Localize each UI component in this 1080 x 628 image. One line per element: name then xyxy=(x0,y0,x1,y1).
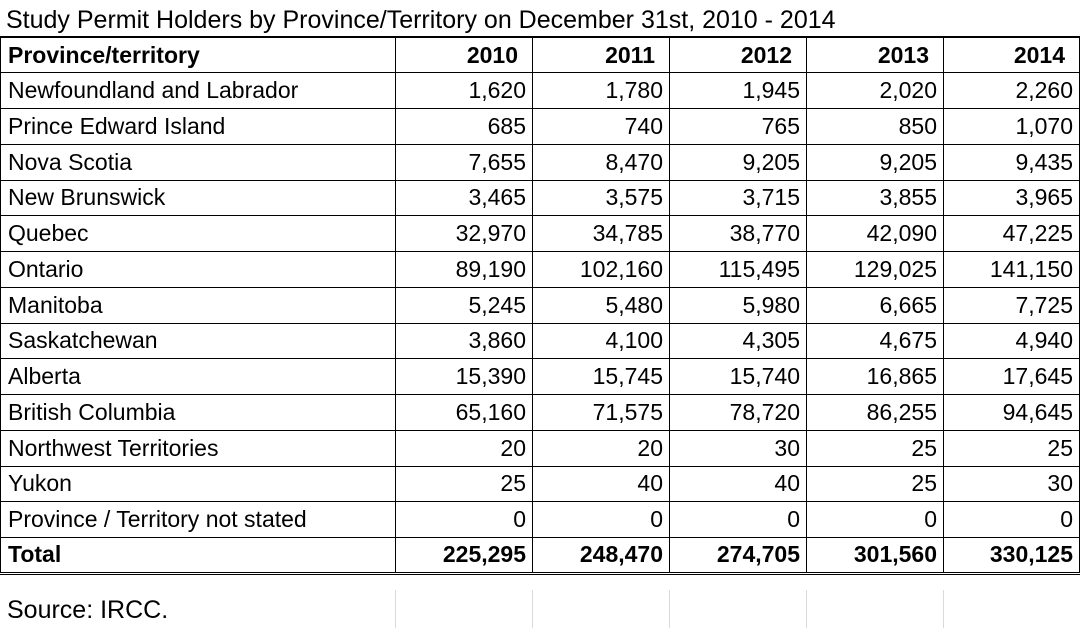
value-cell-2011: 3,575 xyxy=(533,180,670,216)
value-cell-2014: 7,725 xyxy=(944,287,1080,323)
value-cell-2012: 115,495 xyxy=(670,252,807,288)
footer-cell xyxy=(532,590,670,628)
province-name-cell: Newfoundland and Labrador xyxy=(1,73,396,109)
table-row xyxy=(1,323,1080,359)
value-cell-2011: 71,575 xyxy=(533,395,670,431)
total-2010: 225,295 xyxy=(396,538,533,574)
table-row xyxy=(1,180,1080,216)
value-cell-2012: 0 xyxy=(670,502,807,538)
value-cell-2014: 94,645 xyxy=(944,395,1080,431)
value-cell-2010: 5,245 xyxy=(396,287,533,323)
value-cell-2012: 9,205 xyxy=(670,144,807,180)
value-cell-2014: 47,225 xyxy=(944,216,1080,252)
column-header-2014: 2014 xyxy=(944,37,1080,73)
value-cell-2013: 0 xyxy=(807,502,944,538)
value-cell-2010: 685 xyxy=(396,109,533,145)
province-name-cell: Nova Scotia xyxy=(1,144,396,180)
province-name-cell: Yukon xyxy=(1,466,396,502)
column-header-2012: 2012 xyxy=(670,37,807,73)
value-cell-2012: 1,945 xyxy=(670,73,807,109)
source-note: Source: IRCC. xyxy=(7,596,169,624)
value-cell-2014: 30 xyxy=(944,466,1080,502)
value-cell-2013: 850 xyxy=(807,109,944,145)
value-cell-2014: 17,645 xyxy=(944,359,1080,395)
footer-cell xyxy=(806,590,944,628)
value-cell-2013: 25 xyxy=(807,466,944,502)
value-cell-2013: 2,020 xyxy=(807,73,944,109)
column-header-province: Province/territory xyxy=(1,37,396,73)
total-label: Total xyxy=(1,538,396,574)
value-cell-2010: 65,160 xyxy=(396,395,533,431)
table-row xyxy=(1,359,1080,395)
value-cell-2010: 15,390 xyxy=(396,359,533,395)
province-name-cell: Prince Edward Island xyxy=(1,109,396,145)
total-2014: 330,125 xyxy=(944,538,1080,574)
column-header-2013: 2013 xyxy=(807,37,944,73)
value-cell-2013: 9,205 xyxy=(807,144,944,180)
value-cell-2011: 4,100 xyxy=(533,323,670,359)
value-cell-2011: 0 xyxy=(533,502,670,538)
column-header-2011: 2011 xyxy=(533,37,670,73)
value-cell-2012: 5,980 xyxy=(670,287,807,323)
value-cell-2012: 40 xyxy=(670,466,807,502)
table-title: Study Permit Holders by Province/Territory on December 31st, 2010 - 2014 xyxy=(6,6,836,34)
data-table xyxy=(0,36,1080,575)
value-cell-2011: 34,785 xyxy=(533,216,670,252)
value-cell-2010: 89,190 xyxy=(396,252,533,288)
province-name-cell: Alberta xyxy=(1,359,396,395)
table-row xyxy=(1,216,1080,252)
value-cell-2012: 30 xyxy=(670,430,807,466)
table-row xyxy=(1,502,1080,538)
province-name-cell: Province / Territory not stated xyxy=(1,502,396,538)
value-cell-2013: 6,665 xyxy=(807,287,944,323)
table-row xyxy=(1,109,1080,145)
table-body xyxy=(1,73,1080,538)
value-cell-2012: 15,740 xyxy=(670,359,807,395)
value-cell-2013: 86,255 xyxy=(807,395,944,431)
value-cell-2014: 9,435 xyxy=(944,144,1080,180)
value-cell-2012: 38,770 xyxy=(670,216,807,252)
value-cell-2011: 20 xyxy=(533,430,670,466)
total-2012: 274,705 xyxy=(670,538,807,574)
value-cell-2011: 15,745 xyxy=(533,359,670,395)
value-cell-2010: 32,970 xyxy=(396,216,533,252)
value-cell-2010: 25 xyxy=(396,466,533,502)
value-cell-2013: 129,025 xyxy=(807,252,944,288)
value-cell-2011: 40 xyxy=(533,466,670,502)
value-cell-2013: 25 xyxy=(807,430,944,466)
total-2011: 248,470 xyxy=(533,538,670,574)
value-cell-2011: 102,160 xyxy=(533,252,670,288)
value-cell-2013: 16,865 xyxy=(807,359,944,395)
footer-cell xyxy=(395,590,533,628)
value-cell-2010: 20 xyxy=(396,430,533,466)
table-row xyxy=(1,144,1080,180)
value-cell-2010: 0 xyxy=(396,502,533,538)
value-cell-2010: 3,465 xyxy=(396,180,533,216)
value-cell-2014: 3,965 xyxy=(944,180,1080,216)
value-cell-2014: 25 xyxy=(944,430,1080,466)
value-cell-2010: 7,655 xyxy=(396,144,533,180)
value-cell-2014: 141,150 xyxy=(944,252,1080,288)
value-cell-2013: 4,675 xyxy=(807,323,944,359)
total-2013: 301,560 xyxy=(807,538,944,574)
header-row xyxy=(1,37,1080,73)
column-header-2010: 2010 xyxy=(396,37,533,73)
footer-cell xyxy=(669,590,807,628)
value-cell-2010: 3,860 xyxy=(396,323,533,359)
value-cell-2012: 78,720 xyxy=(670,395,807,431)
table-row xyxy=(1,73,1080,109)
province-name-cell: Quebec xyxy=(1,216,396,252)
value-cell-2011: 5,480 xyxy=(533,287,670,323)
value-cell-2013: 3,855 xyxy=(807,180,944,216)
table-row xyxy=(1,466,1080,502)
table-row xyxy=(1,287,1080,323)
value-cell-2014: 1,070 xyxy=(944,109,1080,145)
province-name-cell: British Columbia xyxy=(1,395,396,431)
value-cell-2012: 3,715 xyxy=(670,180,807,216)
value-cell-2014: 2,260 xyxy=(944,73,1080,109)
table-row xyxy=(1,252,1080,288)
province-name-cell: New Brunswick xyxy=(1,180,396,216)
value-cell-2014: 4,940 xyxy=(944,323,1080,359)
value-cell-2012: 4,305 xyxy=(670,323,807,359)
province-name-cell: Ontario xyxy=(1,252,396,288)
value-cell-2013: 42,090 xyxy=(807,216,944,252)
value-cell-2011: 1,780 xyxy=(533,73,670,109)
value-cell-2014: 0 xyxy=(944,502,1080,538)
value-cell-2012: 765 xyxy=(670,109,807,145)
province-name-cell: Northwest Territories xyxy=(1,430,396,466)
total-row xyxy=(1,538,1080,574)
table-row xyxy=(1,395,1080,431)
value-cell-2010: 1,620 xyxy=(396,73,533,109)
province-name-cell: Saskatchewan xyxy=(1,323,396,359)
value-cell-2011: 8,470 xyxy=(533,144,670,180)
table-row xyxy=(1,430,1080,466)
value-cell-2011: 740 xyxy=(533,109,670,145)
province-name-cell: Manitoba xyxy=(1,287,396,323)
